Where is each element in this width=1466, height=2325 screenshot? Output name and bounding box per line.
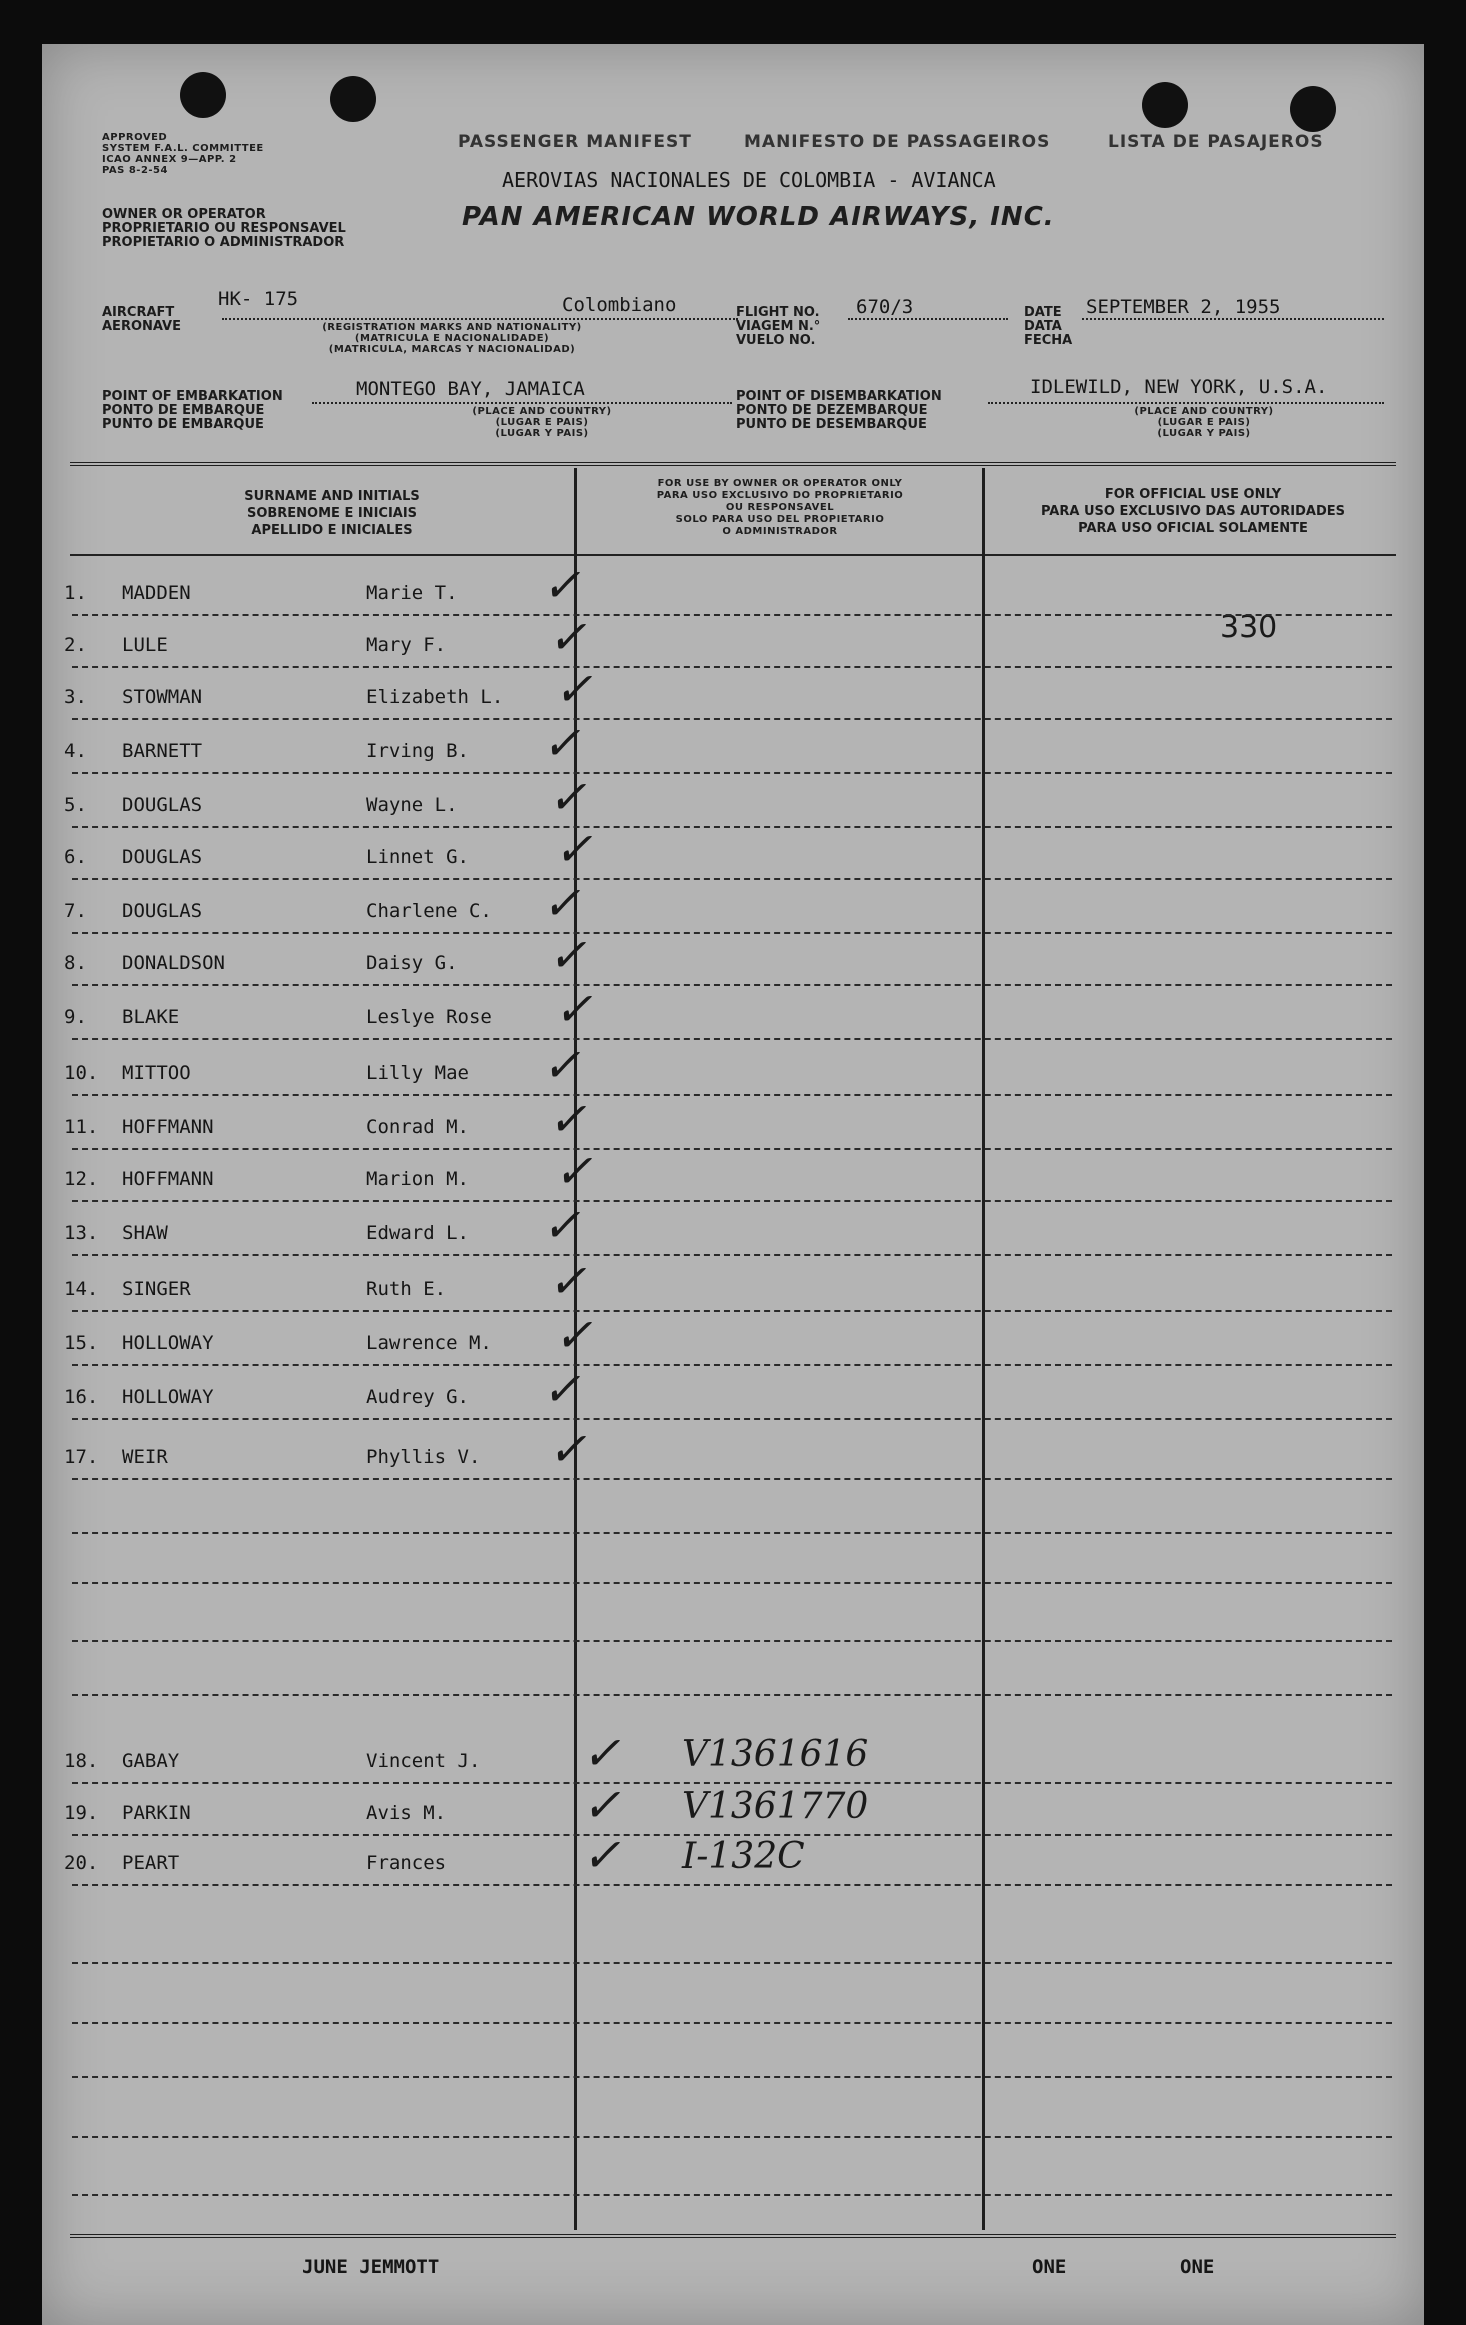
column-header-line: PARA USO EXCLUSIVO DO PROPRIETARIO — [656, 490, 904, 501]
passenger-surname: PARKIN — [122, 1802, 191, 1824]
passenger-given-name: Irving B. — [366, 740, 469, 762]
table-header-rule — [70, 554, 1396, 556]
passenger-given-name: Linnet G. — [366, 846, 469, 868]
disembarkation-label-line: PONTO DE DEZEMBARQUE — [736, 403, 928, 418]
approval-line: ICAO ANNEX 9—APP. 2 — [102, 154, 237, 165]
check-mark: ✓ — [542, 558, 581, 612]
official-note: 330 — [1220, 610, 1278, 645]
list-item — [42, 928, 1424, 982]
passenger-number: 9. — [64, 1006, 87, 1028]
title-pt: MANIFESTO DE PASSAGEIROS — [744, 132, 1051, 152]
column-header-names — [102, 488, 562, 539]
list-item — [42, 1038, 1424, 1092]
table-top-rule — [70, 462, 1396, 466]
page-total: ONE — [1180, 2256, 1215, 2278]
list-item — [42, 1254, 1424, 1308]
row-rule — [72, 1038, 1392, 1040]
check-mark: ✓ — [548, 770, 587, 824]
date-label-line: DATA — [1024, 319, 1062, 334]
passenger-surname: GABAY — [122, 1750, 180, 1772]
check-mark: ✓ — [542, 1362, 581, 1416]
title-en: PASSENGER MANIFEST — [458, 132, 692, 152]
aircraft-label — [102, 306, 181, 334]
embarkation-label — [102, 390, 283, 432]
passenger-surname: WEIR — [122, 1446, 168, 1468]
date-line — [1082, 318, 1384, 320]
column-header-line: FOR USE BY OWNER OR OPERATOR ONLY — [657, 478, 903, 489]
row-rule — [72, 614, 1392, 616]
check-mark: ✓ — [554, 822, 593, 876]
punch-hole — [330, 76, 376, 122]
blank-row-rule — [72, 2136, 1392, 2138]
check-mark: ✓ — [548, 610, 587, 664]
punch-hole — [1142, 82, 1188, 128]
blank-row-rule — [72, 1962, 1392, 1964]
ticket-number: I-132C — [682, 1836, 805, 1877]
passenger-number: 18. — [64, 1750, 99, 1772]
row-rule — [72, 932, 1392, 934]
blank-row-rule — [72, 1640, 1392, 1642]
check-mark: ✓ — [548, 1092, 587, 1146]
approval-block — [102, 132, 264, 176]
blank-row-rule — [72, 2076, 1392, 2078]
list-item — [42, 558, 1424, 612]
passenger-given-name: Marie T. — [366, 582, 458, 604]
embarkation-label-line: POINT OF EMBARKATION — [102, 389, 283, 404]
disembarkation-sub-label — [1104, 406, 1304, 439]
disembarkation-line — [988, 402, 1384, 404]
table-bottom-rule — [70, 2234, 1396, 2238]
row-rule — [72, 984, 1392, 986]
passenger-number: 16. — [64, 1386, 99, 1408]
sub-label: (LUGAR Y PAIS) — [1157, 428, 1251, 439]
date-label-line: DATE — [1024, 305, 1062, 320]
row-rule — [72, 1364, 1392, 1366]
passenger-given-name: Vincent J. — [366, 1750, 481, 1772]
row-rule — [72, 1884, 1392, 1886]
passenger-given-name: Marion M. — [366, 1168, 469, 1190]
aircraft-line — [222, 318, 738, 320]
title-es: LISTA DE PASAJEROS — [1108, 132, 1324, 152]
flight-label — [736, 306, 820, 348]
embarkation-sub-label — [442, 406, 642, 439]
column-header-line: FOR OFFICIAL USE ONLY — [1104, 487, 1282, 502]
list-item — [42, 982, 1424, 1036]
passenger-surname: BLAKE — [122, 1006, 180, 1028]
blank-row-rule — [72, 1582, 1392, 1584]
row-rule — [72, 1310, 1392, 1312]
list-item — [42, 770, 1424, 824]
sub-label: (PLACE AND COUNTRY) — [1134, 406, 1274, 417]
owner-label-line: OWNER OR OPERATOR — [102, 207, 266, 222]
row-rule — [72, 1094, 1392, 1096]
aircraft-label-line: AERONAVE — [102, 319, 182, 334]
flight-label-line: VUELO NO. — [736, 333, 816, 348]
list-item — [42, 1362, 1424, 1416]
passenger-given-name: Lilly Mae — [366, 1062, 469, 1084]
column-header-line: SOLO PARA USO DEL PROPIETARIO — [675, 514, 885, 525]
approval-line: APPROVED — [102, 132, 168, 143]
list-item — [42, 716, 1424, 770]
punch-hole — [1290, 86, 1336, 132]
passenger-number: 12. — [64, 1168, 99, 1190]
check-mark: ✓ — [554, 1144, 593, 1198]
passenger-number: 4. — [64, 740, 87, 762]
passenger-surname: MADDEN — [122, 582, 191, 604]
date-label-line: FECHA — [1024, 333, 1073, 348]
passenger-given-name: Frances — [366, 1852, 447, 1874]
check-mark: ✓ — [548, 1254, 587, 1308]
sub-label: (MATRICULA, MARCAS Y NACIONALIDAD) — [328, 344, 576, 355]
blank-row-rule — [72, 1694, 1392, 1696]
check-mark: ✓ — [554, 1308, 593, 1362]
row-rule — [72, 772, 1392, 774]
blank-row-rule — [72, 1532, 1392, 1534]
row-rule — [72, 1418, 1392, 1420]
check-mark: ✓ — [548, 928, 587, 982]
list-item — [42, 662, 1424, 716]
passenger-surname: DOUGLAS — [122, 900, 203, 922]
manifest-sheet — [42, 44, 1424, 2325]
operator-line2: PAN AMERICAN WORLD AIRWAYS, INC. — [462, 202, 1055, 232]
row-rule — [72, 666, 1392, 668]
column-header-operator — [582, 478, 978, 538]
list-item — [42, 1778, 1424, 1832]
aircraft-nationality: Colombiano — [562, 294, 677, 316]
owner-label — [102, 208, 346, 250]
passenger-surname: SHAW — [122, 1222, 168, 1244]
embarkation-label-line: PONTO DE EMBARQUE — [102, 403, 265, 418]
passenger-given-name: Daisy G. — [366, 952, 458, 974]
column-header-line: APELLIDO E INICIALES — [251, 523, 413, 538]
operator-line1: AEROVIAS NACIONALES DE COLOMBIA - AVIANCA — [502, 168, 996, 192]
passenger-given-name: Wayne L. — [366, 794, 458, 816]
check-mark: ✓ — [554, 982, 593, 1036]
disembarkation-value: IDLEWILD, NEW YORK, U.S.A. — [1030, 376, 1328, 398]
passenger-surname: DONALDSON — [122, 952, 225, 974]
row-rule — [72, 1782, 1392, 1784]
disembarkation-label-line: POINT OF DISEMBARKATION — [736, 389, 942, 404]
passenger-given-name: Edward L. — [366, 1222, 469, 1244]
passenger-given-name: Lawrence M. — [366, 1332, 492, 1354]
punch-hole — [180, 72, 226, 118]
sub-label: (LUGAR E PAIS) — [495, 417, 589, 428]
passenger-surname: LULE — [122, 634, 168, 656]
check-mark: ✓ — [542, 1038, 581, 1092]
passenger-given-name: Elizabeth L. — [366, 686, 504, 708]
row-rule — [72, 878, 1392, 880]
passenger-given-name: Mary F. — [366, 634, 447, 656]
row-rule — [72, 826, 1392, 828]
passenger-surname: BARNETT — [122, 740, 203, 762]
passenger-surname: MITTOO — [122, 1062, 191, 1084]
passenger-number: 19. — [64, 1802, 99, 1824]
list-item — [42, 822, 1424, 876]
passenger-number: 13. — [64, 1222, 99, 1244]
sub-label: (LUGAR Y PAIS) — [495, 428, 589, 439]
disembarkation-label — [736, 390, 942, 432]
date-label — [1024, 306, 1072, 348]
passenger-surname: PEART — [122, 1852, 180, 1874]
passenger-number: 6. — [64, 846, 87, 868]
passenger-surname: HOLLOWAY — [122, 1332, 214, 1354]
list-item — [42, 1726, 1424, 1780]
flight-label-line: FLIGHT NO. — [736, 305, 820, 320]
check-mark: ✓ — [542, 1198, 581, 1252]
sub-label: (REGISTRATION MARKS AND NATIONALITY) — [322, 322, 582, 333]
passenger-given-name: Charlene C. — [366, 900, 492, 922]
passenger-given-name: Conrad M. — [366, 1116, 469, 1138]
check-mark: ✓ — [554, 662, 593, 716]
check-mark: ✓ — [542, 876, 581, 930]
passenger-surname: DOUGLAS — [122, 794, 203, 816]
passenger-given-name: Avis M. — [366, 1802, 447, 1824]
embarkation-line — [312, 402, 732, 404]
passenger-surname: HOFFMANN — [122, 1168, 214, 1190]
sub-label: (PLACE AND COUNTRY) — [472, 406, 612, 417]
column-header-line: SOBRENOME E INICIAIS — [246, 506, 418, 521]
sub-label: (MATRICULA E NACIONALIDADE) — [354, 333, 550, 344]
check-mark: ✓ — [582, 1726, 621, 1780]
flight-line — [848, 318, 1008, 320]
approval-line: PAS 8-2-54 — [102, 165, 168, 176]
list-item — [42, 1308, 1424, 1362]
check-mark: ✓ — [548, 1422, 587, 1476]
passenger-number: 7. — [64, 900, 87, 922]
ticket-number: V1361770 — [682, 1786, 869, 1827]
check-mark: ✓ — [542, 716, 581, 770]
passenger-number: 2. — [64, 634, 87, 656]
passenger-surname: HOFFMANN — [122, 1116, 214, 1138]
passenger-surname: STOWMAN — [122, 686, 203, 708]
passenger-given-name: Audrey G. — [366, 1386, 469, 1408]
row-rule — [72, 1200, 1392, 1202]
passenger-number: 3. — [64, 686, 87, 708]
list-item — [42, 1422, 1424, 1476]
aircraft-sub-label — [282, 322, 622, 355]
aircraft-label-line: AIRCRAFT — [102, 305, 175, 320]
row-rule — [72, 1478, 1392, 1480]
passenger-number: 5. — [64, 794, 87, 816]
check-mark: ✓ — [582, 1778, 621, 1832]
blank-row-rule — [72, 2022, 1392, 2024]
page-number: ONE — [1032, 2256, 1067, 2278]
passenger-number: 11. — [64, 1116, 99, 1138]
ticket-number: V1361616 — [682, 1734, 869, 1775]
row-rule — [72, 1148, 1392, 1150]
blank-row-rule — [72, 2194, 1392, 2196]
list-item — [42, 1198, 1424, 1252]
flight-label-line: VIAGEM N.° — [736, 319, 821, 334]
passenger-surname: DOUGLAS — [122, 846, 203, 868]
list-item — [42, 1092, 1424, 1146]
embarkation-label-line: PUNTO DE EMBARQUE — [102, 417, 264, 432]
column-header-line: PARA USO OFICIAL SOLAMENTE — [1078, 521, 1308, 536]
passenger-given-name: Phyllis V. — [366, 1446, 481, 1468]
column-header-line: PARA USO EXCLUSIVO DAS AUTORIDADES — [1040, 504, 1346, 519]
date-value: SEPTEMBER 2, 1955 — [1086, 296, 1281, 318]
passenger-number: 1. — [64, 582, 87, 604]
owner-label-line: PROPRIETARIO OU RESPONSAVEL — [102, 221, 346, 236]
passenger-given-name: Ruth E. — [366, 1278, 447, 1300]
embarkation-value: MONTEGO BAY, JAMAICA — [356, 378, 585, 400]
row-rule — [72, 1254, 1392, 1256]
passenger-number: 14. — [64, 1278, 99, 1300]
list-item — [42, 1828, 1424, 1882]
aircraft-registration: HK- 175 — [218, 288, 299, 310]
column-header-line: SURNAME AND INITIALS — [244, 489, 420, 504]
passenger-number: 17. — [64, 1446, 99, 1468]
sub-label: (LUGAR E PAIS) — [1157, 417, 1251, 428]
passenger-number: 10. — [64, 1062, 99, 1084]
disembarkation-label-line: PUNTO DE DESEMBARQUE — [736, 417, 927, 432]
row-rule — [72, 718, 1392, 720]
passenger-surname: HOLLOWAY — [122, 1386, 214, 1408]
owner-label-line: PROPIETARIO O ADMINISTRADOR — [102, 235, 345, 250]
passenger-surname: SINGER — [122, 1278, 191, 1300]
column-header-official — [990, 486, 1396, 537]
flight-number: 670/3 — [856, 296, 914, 318]
prepared-by: JUNE JEMMOTT — [302, 2256, 440, 2278]
approval-line: SYSTEM F.A.L. COMMITTEE — [102, 143, 264, 154]
list-item — [42, 876, 1424, 930]
passenger-number: 15. — [64, 1332, 99, 1354]
column-header-line: OU RESPONSAVEL — [725, 502, 835, 513]
passenger-given-name: Leslye Rose — [366, 1006, 492, 1028]
passenger-number: 20. — [64, 1852, 99, 1874]
passenger-number: 8. — [64, 952, 87, 974]
list-item — [42, 1144, 1424, 1198]
column-header-line: O ADMINISTRADOR — [722, 526, 838, 537]
check-mark: ✓ — [582, 1828, 621, 1882]
